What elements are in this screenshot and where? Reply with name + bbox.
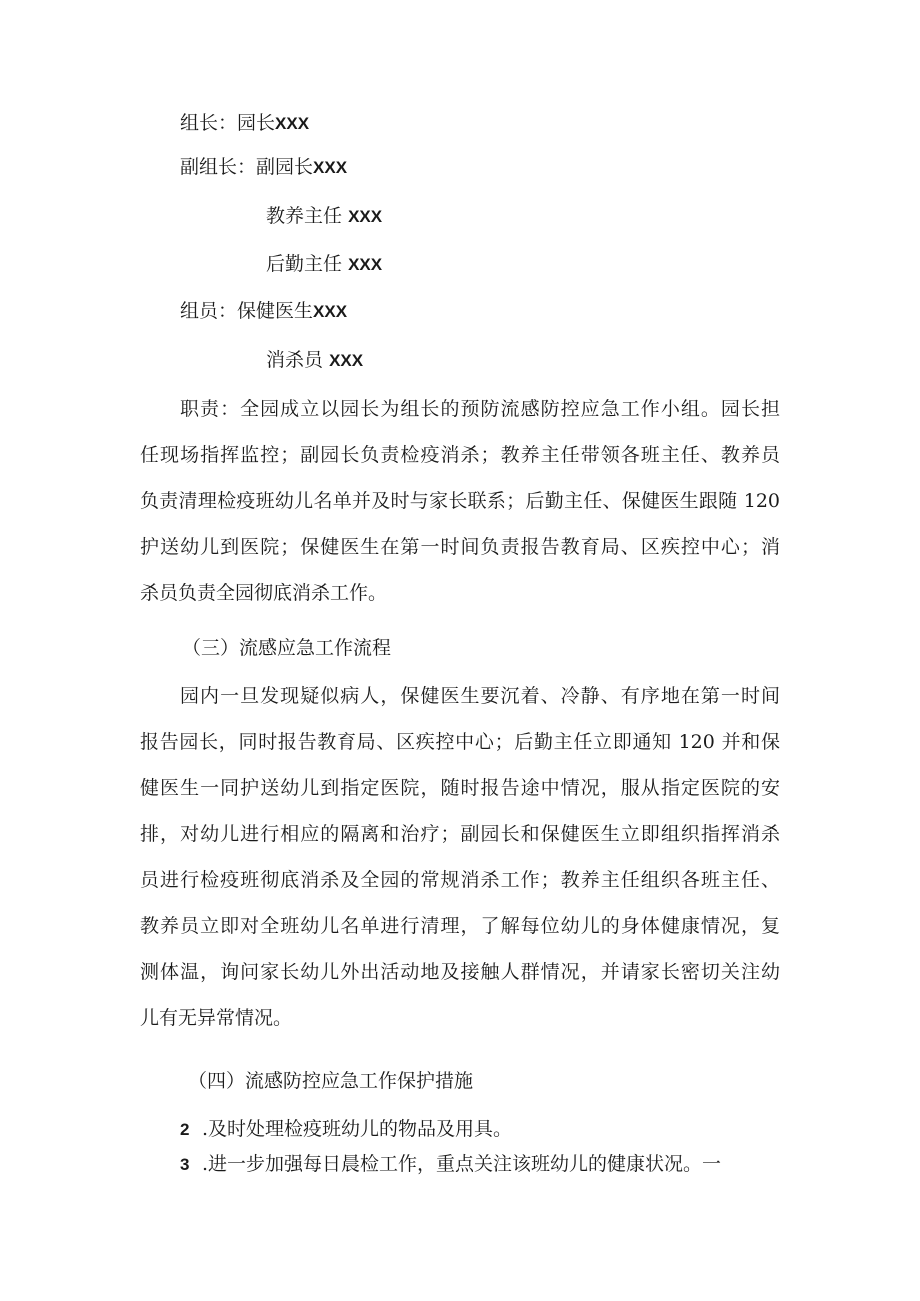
roster-teach-director-label: 教养主任 bbox=[266, 205, 343, 227]
duties-line: 职责：全园成立以园长为组长的预防流感防控应急工作小组。园长担 bbox=[180, 398, 780, 420]
section3-line: 健医生一同护送幼儿到指定医院，随时报告途中情况，服从指定医院的安 bbox=[140, 777, 780, 799]
section4-item-text: .进一步加强每日晨检工作，重点关注该班幼儿的健康状况。一 bbox=[202, 1153, 722, 1175]
roster-logistics-director bbox=[266, 251, 382, 278]
duties-line: 任现场指挥监控；副园长负责检疫消杀；教养主任带领各班主任、教养员 bbox=[140, 444, 780, 466]
roster-teach-director-name: XXX bbox=[348, 207, 383, 226]
roster-member-disinfector-name: XXX bbox=[329, 351, 364, 370]
duties-paragraph bbox=[140, 396, 780, 606]
section4-heading: （四）流感防控应急工作保护措施 bbox=[188, 1070, 474, 1092]
duties-line: 护送幼儿到医院；保健医生在第一时间负责报告教育局、区疾控中心；消 bbox=[140, 536, 780, 558]
roster-member-disinfector-label: 消杀员 bbox=[266, 349, 324, 371]
duties-line: 负责清理检疫班幼儿名单并及时与家长联系；后勤主任、保健医生跟随 120 bbox=[140, 490, 780, 512]
roster-member-doctor bbox=[180, 298, 347, 325]
section3-line: 员进行检疫班彻底消杀及全园的常规消杀工作；教养主任组织各班主任、 bbox=[140, 869, 780, 891]
duties-line: 杀员负责全园彻底消杀工作。 bbox=[140, 582, 388, 604]
roster-member-disinfector bbox=[266, 347, 363, 374]
section3-heading: （三）流感应急工作流程 bbox=[182, 637, 392, 659]
section3-line: 儿有无异常情况。 bbox=[140, 1007, 293, 1029]
roster-logistics-director-label: 后勤主任 bbox=[266, 253, 343, 275]
section3-line: 园内一旦发现疑似病人，保健医生要沉着、冷静、有序地在第一时间 bbox=[180, 685, 780, 707]
section3-paragraph bbox=[140, 683, 780, 1031]
section4-item bbox=[180, 1116, 512, 1143]
roster-logistics-director-name: XXX bbox=[348, 255, 383, 274]
section3-line: 教养员立即对全班幼儿名单进行清理，了解每位幼儿的身体健康情况，复 bbox=[140, 915, 780, 937]
section4-item bbox=[180, 1151, 721, 1178]
roster-leader bbox=[180, 110, 309, 137]
roster-member-doctor-label: 组员：保健医生 bbox=[180, 300, 314, 322]
section4-item-number: 2 bbox=[180, 1120, 190, 1139]
section3-line: 测体温，询问家长幼儿外出活动地及接触人群情况，并请家长密切关注幼 bbox=[140, 961, 780, 983]
roster-deputy bbox=[180, 154, 347, 181]
roster-deputy-label: 副组长：副园长 bbox=[180, 156, 314, 178]
section3-line: 排，对幼儿进行相应的隔离和治疗；副园长和保健医生立即组织指挥消杀 bbox=[140, 823, 780, 845]
section3-line: 报告园长，同时报告教育局、区疾控中心；后勤主任立即通知 120 并和保 bbox=[140, 731, 780, 753]
roster-teach-director bbox=[266, 203, 382, 230]
roster-leader-label: 组长：园长 bbox=[180, 112, 276, 134]
section4-item-number: 3 bbox=[180, 1155, 190, 1174]
roster-member-doctor-name: XXX bbox=[313, 302, 348, 321]
roster-deputy-name: XXX bbox=[313, 158, 348, 177]
roster-leader-name: XXX bbox=[275, 114, 310, 133]
section4-item-text: .及时处理检疫班幼儿的物品及用具。 bbox=[202, 1118, 513, 1140]
